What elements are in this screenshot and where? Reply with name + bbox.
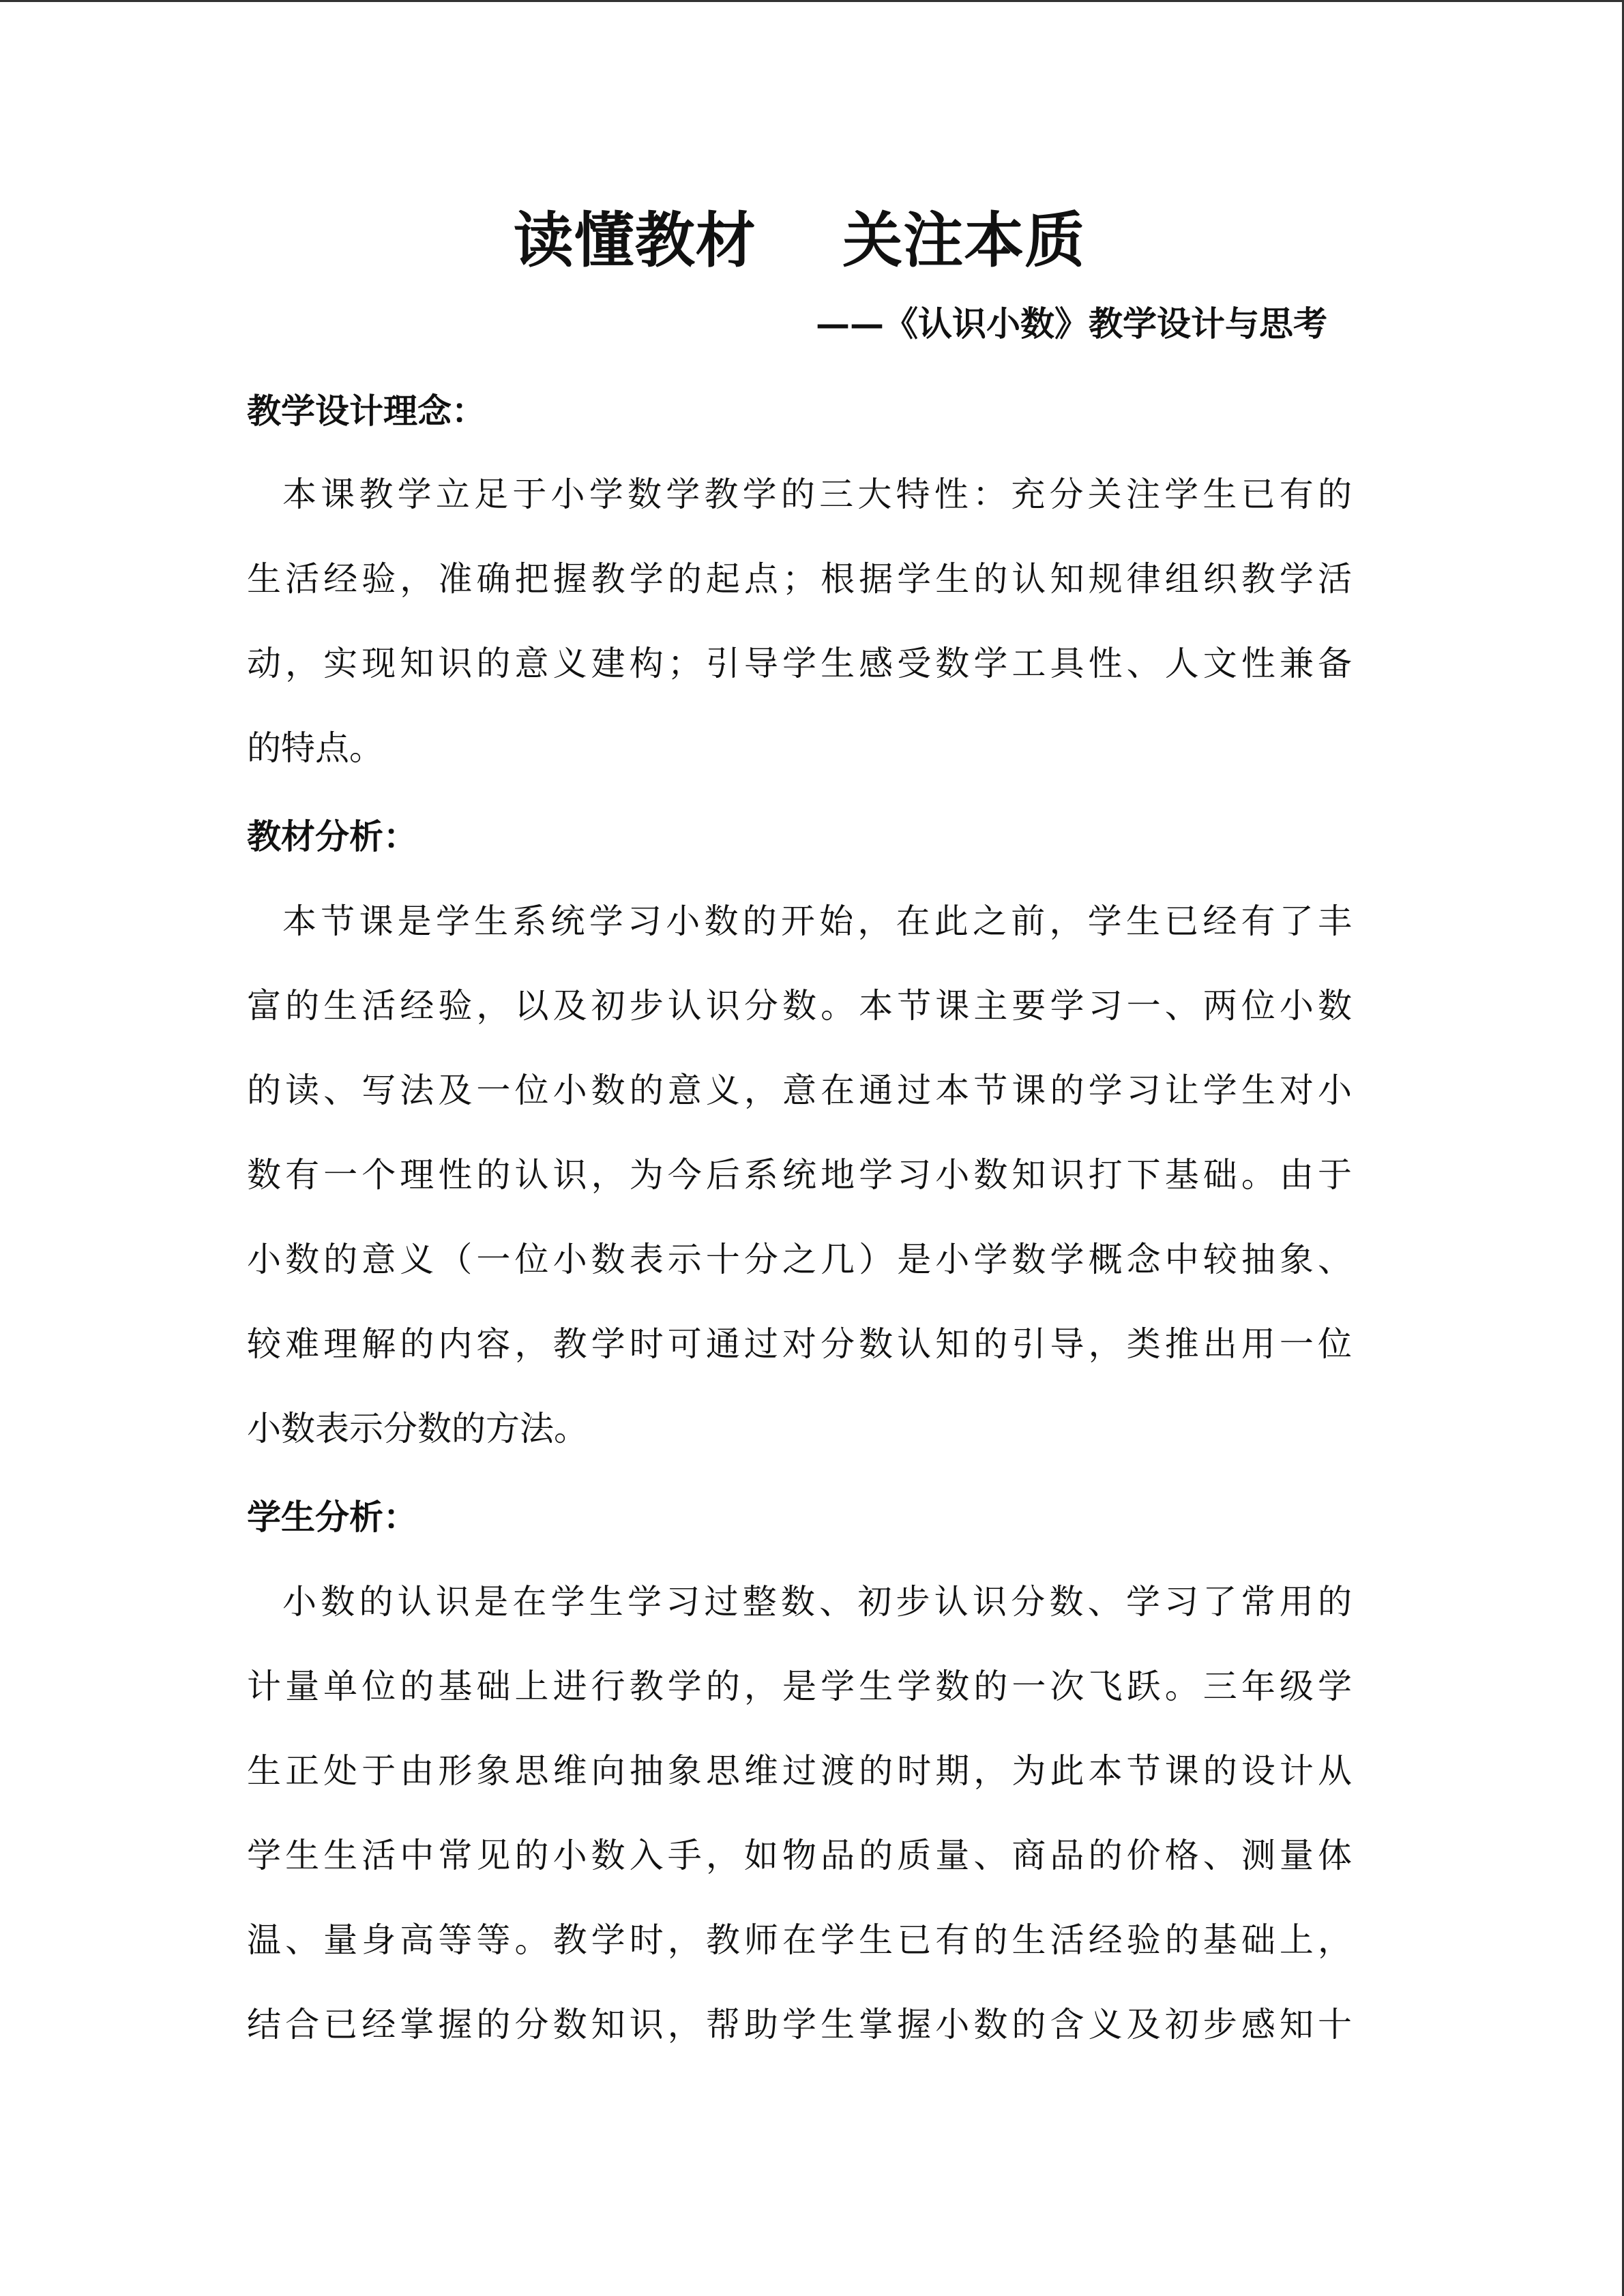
paragraph-line: 小数的意义（一位小数表示十分之几）是小学数学概念中较抽象、 [247,1240,1352,1279]
section-heading-textbook-analysis: 教材分析： [247,816,417,856]
document-title: 读懂教材 关注本质 [513,205,1086,275]
paragraph-line: 本节课是学生系统学习小数的开始，在此之前，学生已经有了丰 [282,901,1352,941]
paragraph-line: 小数的认识是在学生学习过整数、初步认识分数、学习了常用的 [282,1582,1352,1622]
paragraph-line: 计量单位的基础上进行教学的，是学生学数的一次飞跃。三年级学 [247,1667,1352,1706]
paragraph-line: 较难理解的内容，教学时可通过对分数认知的引导，类推出用一位 [247,1324,1352,1364]
paragraph-line: 结合已经掌握的分数知识，帮助学生掌握小数的含义及初步感知十 [247,2005,1352,2044]
document-subtitle: ——《认识小数》教学设计与思考 [816,303,1327,344]
paragraph-line: 的读、写法及一位小数的意义，意在通过本节课的学习让学生对小 [247,1071,1352,1110]
section-heading-design-philosophy: 教学设计理念： [247,391,486,431]
paragraph-line: 生活经验，准确把握教学的起点；根据学生的认知规律组织教学活 [247,559,1352,599]
page-top-border [0,0,1624,2]
paragraph-line: 本课教学立足于小学数学教学的三大特性：充分关注学生已有的 [282,475,1352,514]
paragraph-line: 学生生活中常见的小数入手，如物品的质量、商品的价格、测量体 [247,1836,1352,1875]
section-heading-student-analysis: 学生分析： [247,1497,417,1537]
paragraph-line: 富的生活经验，以及初步认识分数。本节课主要学习一、两位小数 [247,986,1352,1026]
paragraph-line: 温、量身高等等。教学时，教师在学生已有的生活经验的基础上， [247,1920,1352,1960]
paragraph-line: 小数表示分数的方法。 [247,1409,588,1448]
paragraph-line: 动，实现知识的意义建构；引导学生感受数学工具性、人文性兼备 [247,644,1352,683]
paragraph-line: 的特点。 [247,728,383,768]
paragraph-line: 数有一个理性的认识，为今后系统地学习小数知识打下基础。由于 [247,1155,1352,1195]
paragraph-line: 生正处于由形象思维向抽象思维过渡的时期，为此本节课的设计从 [247,1751,1352,1791]
